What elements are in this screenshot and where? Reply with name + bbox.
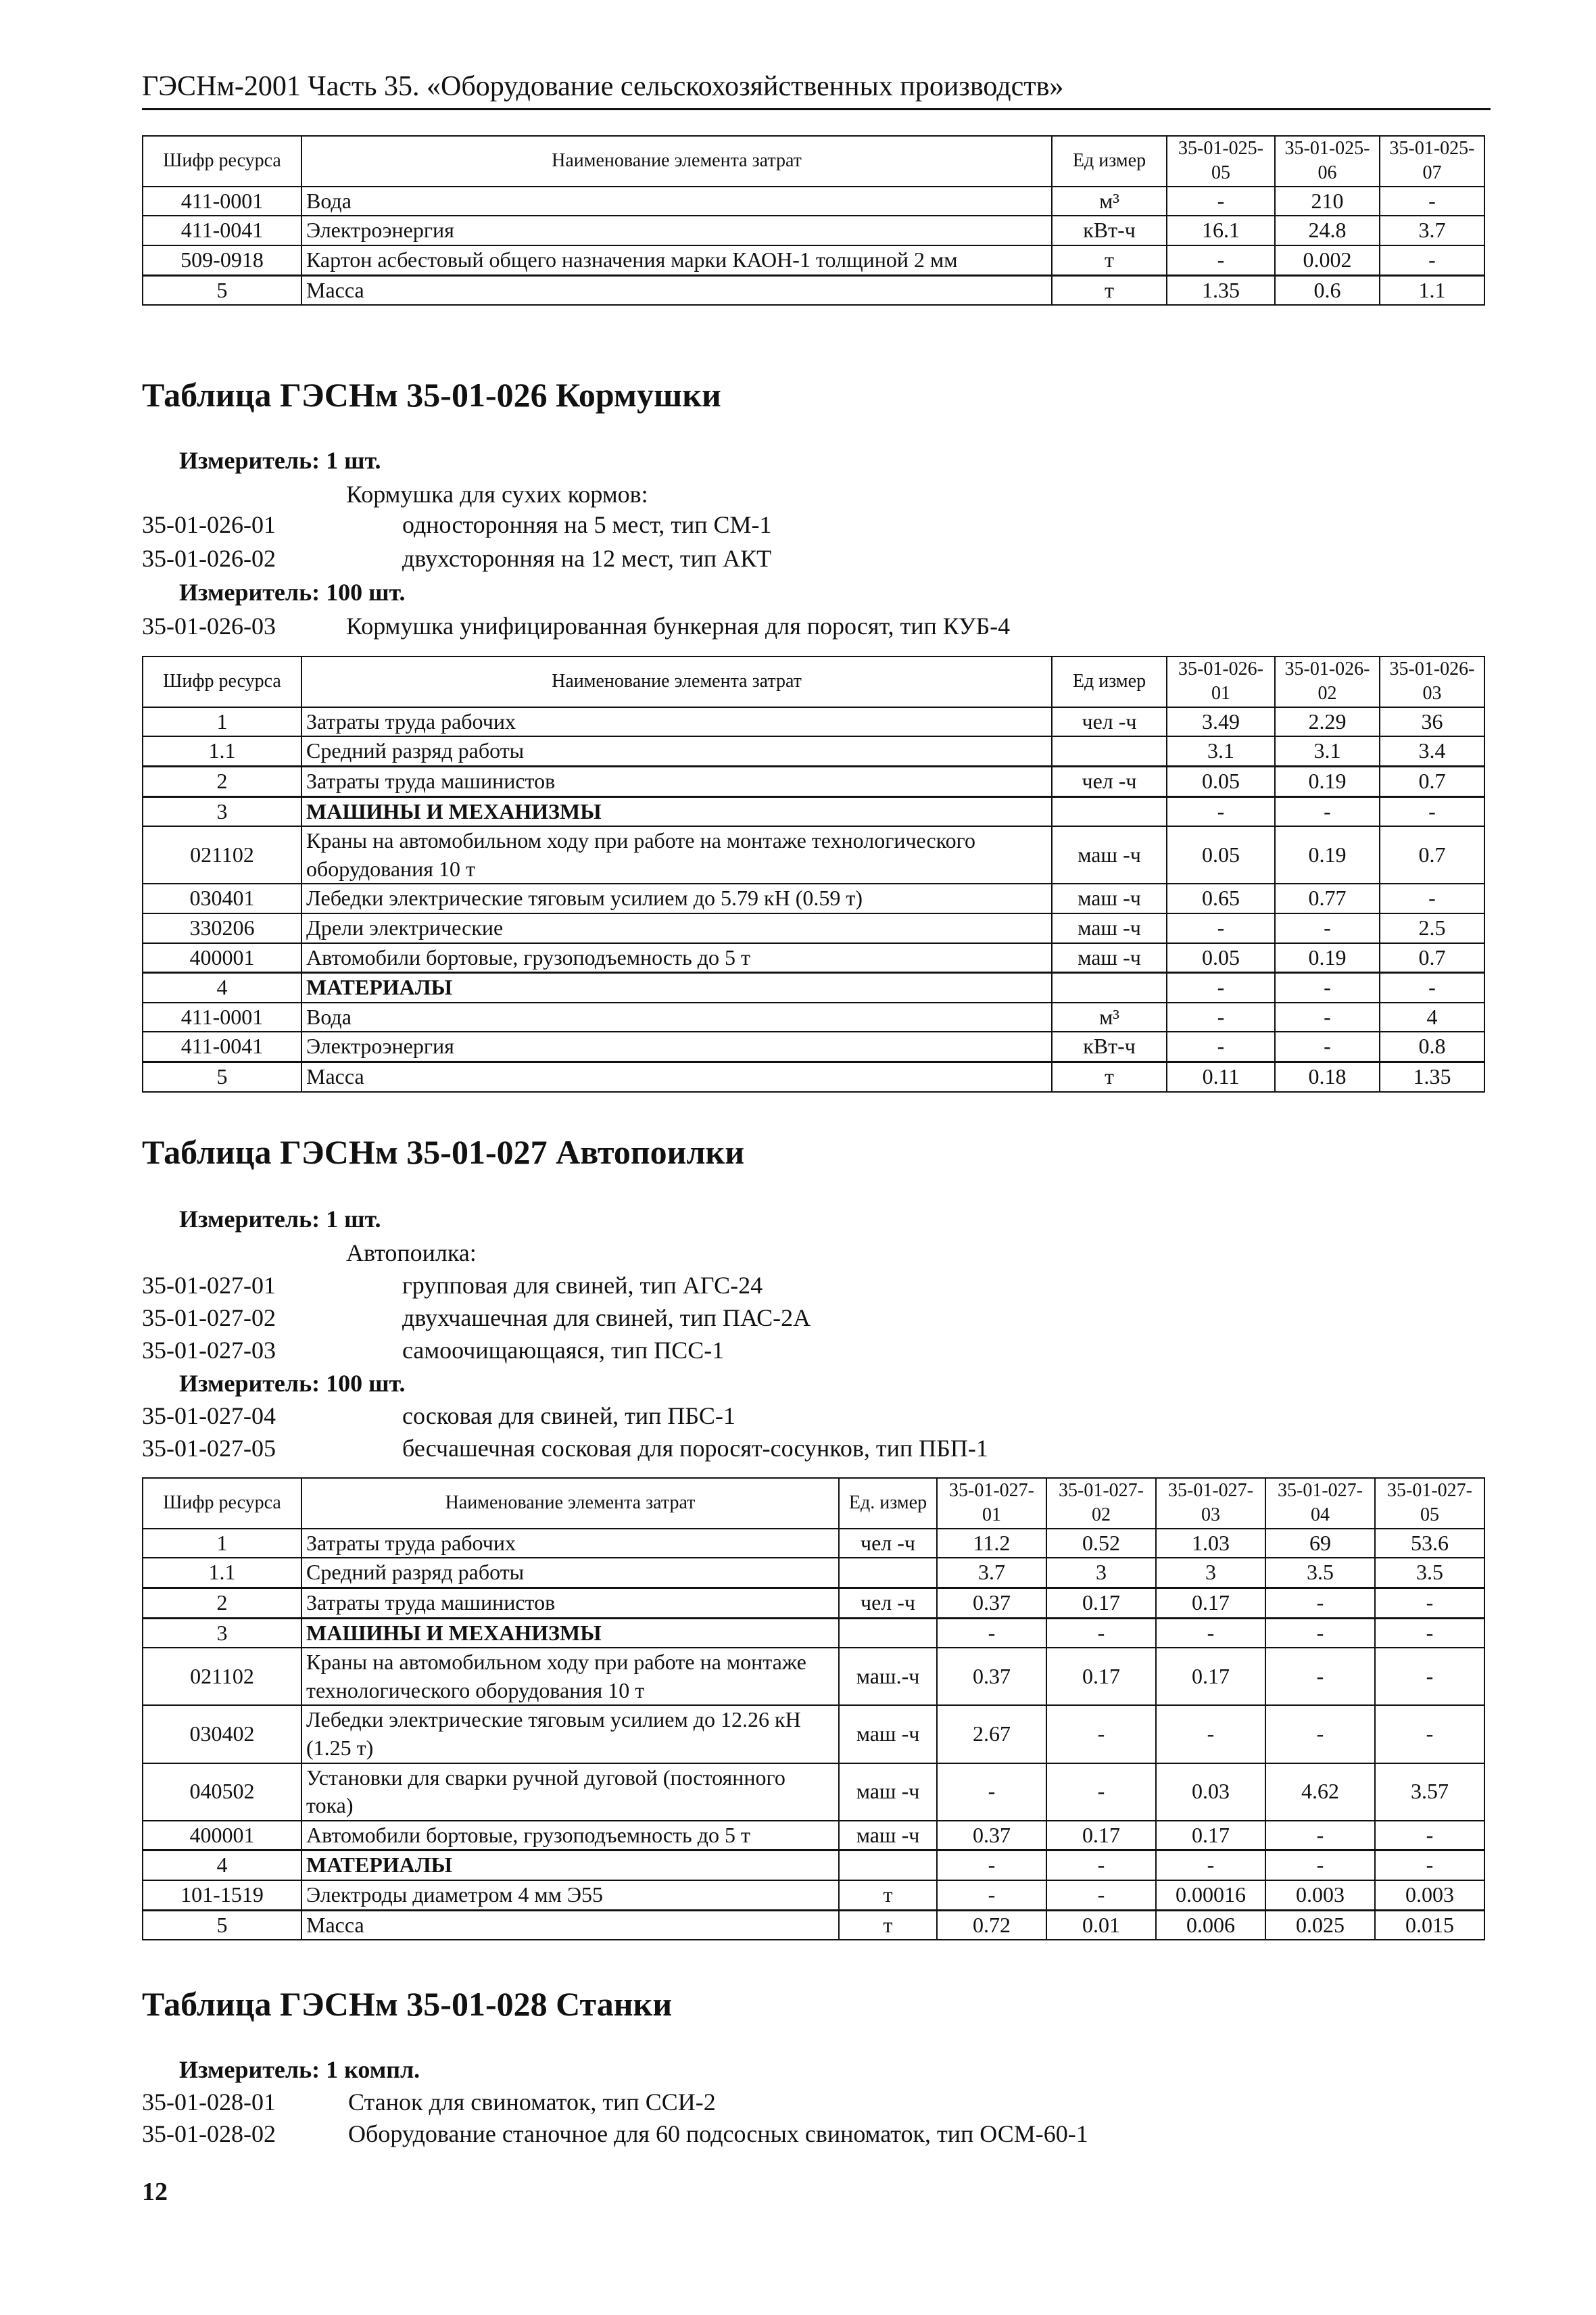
table-row — [143, 1851, 1484, 1880]
cell-cost-element-name: Средний разряд работы — [301, 1558, 839, 1588]
table-026 — [142, 656, 1485, 1093]
cell-cost-element-name: Вода — [301, 1003, 1052, 1032]
cell-rate-value: 0.17 — [1156, 1588, 1265, 1618]
col-header-code: Шифр ресурса — [143, 1478, 301, 1529]
cell-rate-value: - — [1375, 1648, 1484, 1705]
table-row — [143, 707, 1484, 737]
cell-rate-value: - — [1275, 1003, 1380, 1032]
cell-cost-element-name: МАШИНЫ И МЕХАНИЗМЫ — [301, 796, 1052, 826]
cell-rate-value: 24.8 — [1275, 216, 1380, 245]
cell-cost-element-name: Затраты труда рабочих — [301, 707, 1052, 737]
cell-rate-value: - — [1265, 1851, 1375, 1880]
col-header-unit: Ед измер — [1052, 136, 1167, 187]
measure-unit-label: Измеритель: 1 шт. — [179, 1206, 381, 1233]
cell-rate-value: 3.4 — [1380, 736, 1484, 766]
cell-rate-value: - — [1265, 1648, 1375, 1705]
item-code: 35-01-026-01 — [142, 511, 276, 538]
item-description: односторонняя на 5 мест, тип СМ-1 — [402, 511, 772, 538]
cell-rate-value: 2.29 — [1275, 707, 1380, 737]
cell-cost-element-name: Средний разряд работы — [301, 736, 1052, 766]
cell-rate-value: 0.8 — [1380, 1032, 1484, 1061]
cell-rate-value: 0.72 — [937, 1910, 1046, 1940]
table-row — [143, 943, 1484, 973]
item-code: 35-01-026-03 — [142, 613, 276, 640]
table-row — [143, 736, 1484, 766]
cell-rate-value: 0.006 — [1156, 1910, 1265, 1940]
cell-resource-code: 4 — [143, 973, 301, 1003]
cell-resource-code: 411-0001 — [143, 1003, 301, 1032]
cell-rate-value: - — [1167, 1003, 1275, 1032]
cell-cost-element-name: Электроэнергия — [301, 216, 1052, 245]
cell-rate-value: - — [1275, 796, 1380, 826]
running-header: ГЭСНм-2001 Часть 35. «Оборудование сельскохозяйственных производств» — [142, 71, 1064, 102]
cell-resource-code: 3 — [143, 796, 301, 826]
cell-rate-value: - — [1156, 1618, 1265, 1648]
cell-rate-value: - — [1167, 913, 1275, 943]
col-header-name: Наименование элемента затрат — [301, 657, 1052, 707]
cell-resource-code: 1 — [143, 1529, 301, 1558]
cell-resource-code: 1 — [143, 707, 301, 737]
item-description: двухчашечная для свиней, тип ПАС-2А — [402, 1304, 811, 1331]
table-row — [143, 1529, 1484, 1558]
cell-rate-value: 1.35 — [1380, 1061, 1484, 1091]
cell-rate-value: 0.03 — [1156, 1763, 1265, 1821]
cell-rate-value: 4.62 — [1265, 1763, 1375, 1821]
cell-resource-code: 5 — [143, 275, 301, 305]
cell-rate-value: - — [1380, 973, 1484, 1003]
cell-rate-value: 0.7 — [1380, 826, 1484, 884]
cell-resource-code: 2 — [143, 766, 301, 796]
cell-rate-value: - — [1046, 1763, 1156, 1821]
cell-rate-value: 2.5 — [1380, 913, 1484, 943]
cell-rate-value: 0.18 — [1275, 1061, 1380, 1091]
cell-cost-element-name: Картон асбестовый общего назначения марки КАОН-1 толщиной 2 мм — [301, 245, 1052, 275]
cell-unit: чел -ч — [839, 1529, 937, 1558]
table-row — [143, 1821, 1484, 1851]
cell-unit: т — [839, 1880, 937, 1910]
cell-rate-value: 0.65 — [1167, 884, 1275, 913]
cell-rate-value: 53.6 — [1375, 1529, 1484, 1558]
cell-rate-value: 3.5 — [1265, 1558, 1375, 1588]
table-row — [143, 1648, 1484, 1705]
cell-resource-code: 030401 — [143, 884, 301, 913]
cell-unit: кВт-ч — [1052, 1032, 1167, 1061]
cell-unit: м³ — [1052, 1003, 1167, 1032]
table-row — [143, 1032, 1484, 1061]
cell-rate-value: - — [1275, 1032, 1380, 1061]
cell-rate-value: - — [1380, 245, 1484, 275]
item-description: Кормушка унифицированная бункерная для поросят, тип КУБ-4 — [346, 613, 1011, 640]
cell-rate-value: 0.77 — [1275, 884, 1380, 913]
cell-rate-value: 0.003 — [1265, 1880, 1375, 1910]
col-header-rate: 35-01-026-02 — [1275, 657, 1380, 707]
cell-unit: маш.-ч — [839, 1648, 937, 1705]
table-row — [143, 1763, 1484, 1821]
col-header-code: Шифр ресурса — [143, 136, 301, 187]
cell-rate-value: - — [937, 1880, 1046, 1910]
cell-rate-value: 4 — [1380, 1003, 1484, 1032]
item-description: самоочищающаяся, тип ПСС-1 — [402, 1337, 725, 1364]
cell-rate-value: 0.19 — [1275, 943, 1380, 973]
cell-rate-value: - — [1167, 245, 1275, 275]
cell-rate-value: 0.11 — [1167, 1061, 1275, 1091]
cell-unit — [839, 1558, 937, 1588]
item-code: 35-01-027-04 — [142, 1402, 276, 1429]
cell-rate-value: 3.7 — [1380, 216, 1484, 245]
cell-unit: маш -ч — [1052, 913, 1167, 943]
cell-rate-value: 0.002 — [1275, 245, 1380, 275]
table-row — [143, 826, 1484, 884]
cell-unit — [839, 1851, 937, 1880]
cell-unit — [1052, 973, 1167, 1003]
page-number: 12 — [142, 2178, 168, 2206]
cell-rate-value: 210 — [1275, 187, 1380, 216]
cell-resource-code: 411-0041 — [143, 1032, 301, 1061]
cell-rate-value: - — [1156, 1851, 1265, 1880]
table-row — [143, 1880, 1484, 1910]
col-header-code: Шифр ресурса — [143, 657, 301, 707]
cell-rate-value: 1.35 — [1167, 275, 1275, 305]
cell-unit: маш -ч — [839, 1763, 937, 1821]
cell-rate-value: 16.1 — [1167, 216, 1275, 245]
cell-rate-value: 3.1 — [1167, 736, 1275, 766]
cell-unit: чел -ч — [1052, 707, 1167, 737]
cell-unit: т — [1052, 1061, 1167, 1091]
header-rule — [142, 108, 1491, 110]
table-row — [143, 1618, 1484, 1648]
item-description: групповая для свиней, тип АГС-24 — [402, 1272, 763, 1299]
cell-resource-code: 330206 — [143, 913, 301, 943]
col-header-name: Наименование элемента затрат — [301, 1478, 839, 1529]
cell-rate-value: 0.37 — [937, 1588, 1046, 1618]
cell-rate-value: - — [1265, 1588, 1375, 1618]
table-row — [143, 884, 1484, 913]
table-row — [143, 275, 1484, 305]
cell-unit: т — [839, 1910, 937, 1940]
cell-unit: м³ — [1052, 187, 1167, 216]
cell-cost-element-name: Установки для сварки ручной дуговой (постоянного тока) — [301, 1763, 839, 1821]
cell-rate-value: 0.01 — [1046, 1910, 1156, 1940]
cell-rate-value: - — [1046, 1705, 1156, 1763]
item-description: двухсторонняя на 12 мест, тип АКТ — [402, 545, 772, 572]
col-header-rate: 35-01-025-05 — [1167, 136, 1275, 187]
cell-rate-value: 3.7 — [937, 1558, 1046, 1588]
table-row — [143, 1910, 1484, 1940]
item-code: 35-01-027-01 — [142, 1272, 276, 1299]
table-row — [143, 1003, 1484, 1032]
cell-rate-value: 0.7 — [1380, 766, 1484, 796]
item-code: 35-01-028-01 — [142, 2089, 276, 2116]
cell-rate-value: - — [1156, 1705, 1265, 1763]
cell-resource-code: 030402 — [143, 1705, 301, 1763]
cell-rate-value: 0.015 — [1375, 1910, 1484, 1940]
cell-rate-value: 0.05 — [1167, 766, 1275, 796]
col-header-rate: 35-01-027-03 — [1156, 1478, 1265, 1529]
cell-rate-value: - — [937, 1763, 1046, 1821]
col-header-unit: Ед. измер — [839, 1478, 937, 1529]
cell-unit: маш -ч — [1052, 884, 1167, 913]
cell-rate-value: 1.03 — [1156, 1529, 1265, 1558]
cell-cost-element-name: Дрели электрические — [301, 913, 1052, 943]
cell-rate-value: 36 — [1380, 707, 1484, 737]
cell-resource-code: 021102 — [143, 1648, 301, 1705]
cell-rate-value: 0.19 — [1275, 766, 1380, 796]
cell-rate-value: 0.17 — [1046, 1648, 1156, 1705]
cell-cost-element-name: МАШИНЫ И МЕХАНИЗМЫ — [301, 1618, 839, 1648]
cell-cost-element-name: Автомобили бортовые, грузоподъемность до 5 т — [301, 1821, 839, 1851]
item-code: 35-01-027-05 — [142, 1435, 276, 1462]
cell-rate-value: 2.67 — [937, 1705, 1046, 1763]
cell-rate-value: - — [1265, 1618, 1375, 1648]
cell-rate-value: - — [1046, 1851, 1156, 1880]
cell-resource-code: 509-0918 — [143, 245, 301, 275]
cell-cost-element-name: Краны на автомобильном ходу при работе на монтаже технологического оборудования 10 т — [301, 1648, 839, 1705]
table-026-title: Таблица ГЭСНм 35-01-026 Кормушки — [142, 376, 721, 414]
cell-rate-value: - — [1167, 973, 1275, 1003]
cell-rate-value: - — [1046, 1618, 1156, 1648]
cell-rate-value: 0.6 — [1275, 275, 1380, 305]
cell-rate-value: 0.7 — [1380, 943, 1484, 973]
table-row — [143, 1588, 1484, 1618]
cell-rate-value: - — [1275, 973, 1380, 1003]
table-row — [143, 766, 1484, 796]
cell-rate-value: - — [1275, 913, 1380, 943]
cell-unit: т — [1052, 275, 1167, 305]
group-label: Кормушка для сухих кормов: — [346, 481, 648, 508]
cell-resource-code: 021102 — [143, 826, 301, 884]
item-description: Станок для свиноматок, тип ССИ-2 — [348, 2089, 716, 2116]
cell-rate-value: 0.00016 — [1156, 1880, 1265, 1910]
table-027 — [142, 1477, 1485, 1940]
cell-resource-code: 5 — [143, 1061, 301, 1091]
cell-cost-element-name: Масса — [301, 275, 1052, 305]
group-label: Автопоилка: — [346, 1239, 477, 1266]
cell-resource-code: 1.1 — [143, 1558, 301, 1588]
cell-unit: т — [1052, 245, 1167, 275]
table-row — [143, 187, 1484, 216]
cell-cost-element-name: Затраты труда машинистов — [301, 1588, 839, 1618]
measure-unit-label: Измеритель: 100 шт. — [179, 1370, 406, 1397]
measure-unit-label: Измеритель: 1 компл. — [179, 2056, 420, 2083]
cell-rate-value: 3.1 — [1275, 736, 1380, 766]
item-description: бесчашечная сосковая для поросят-сосунков, тип ПБП-1 — [402, 1435, 988, 1462]
cell-rate-value: 1.1 — [1380, 275, 1484, 305]
table-025 — [142, 135, 1485, 306]
cell-rate-value: - — [1375, 1821, 1484, 1851]
cell-cost-element-name: МАТЕРИАЛЫ — [301, 1851, 839, 1880]
table-row — [143, 1061, 1484, 1091]
cell-rate-value: - — [1375, 1851, 1484, 1880]
cell-resource-code: 4 — [143, 1851, 301, 1880]
cell-rate-value: - — [1380, 187, 1484, 216]
cell-rate-value: 3 — [1156, 1558, 1265, 1588]
cell-rate-value: 3.57 — [1375, 1763, 1484, 1821]
cell-unit: маш -ч — [839, 1705, 937, 1763]
cell-unit: чел -ч — [839, 1588, 937, 1618]
cell-rate-value: - — [1167, 796, 1275, 826]
item-code: 35-01-027-03 — [142, 1337, 276, 1364]
cell-resource-code: 411-0041 — [143, 216, 301, 245]
cell-unit — [839, 1618, 937, 1648]
col-header-name: Наименование элемента затрат — [301, 136, 1052, 187]
col-header-rate: 35-01-027-04 — [1265, 1478, 1375, 1529]
cell-rate-value: 0.19 — [1275, 826, 1380, 884]
cell-unit — [1052, 736, 1167, 766]
item-code: 35-01-028-02 — [142, 2120, 276, 2147]
col-header-rate: 35-01-027-01 — [937, 1478, 1046, 1529]
cell-resource-code: 101-1519 — [143, 1880, 301, 1910]
col-header-rate: 35-01-027-02 — [1046, 1478, 1156, 1529]
cell-cost-element-name: Электроды диаметром 4 мм Э55 — [301, 1880, 839, 1910]
cell-rate-value: 0.17 — [1156, 1648, 1265, 1705]
cell-resource-code: 3 — [143, 1618, 301, 1648]
cell-unit: чел -ч — [1052, 766, 1167, 796]
cell-unit: маш -ч — [839, 1821, 937, 1851]
cell-rate-value: 0.17 — [1046, 1588, 1156, 1618]
cell-rate-value: - — [1167, 1032, 1275, 1061]
cell-rate-value: 0.05 — [1167, 826, 1275, 884]
cell-rate-value: - — [1380, 884, 1484, 913]
cell-rate-value: 0.37 — [937, 1821, 1046, 1851]
cell-rate-value: 0.37 — [937, 1648, 1046, 1705]
cell-rate-value: - — [1375, 1588, 1484, 1618]
cell-unit: кВт-ч — [1052, 216, 1167, 245]
cell-rate-value: 0.003 — [1375, 1880, 1484, 1910]
cell-cost-element-name: Лебедки электрические тяговым усилием до 12.26 кН (1.25 т) — [301, 1705, 839, 1763]
cell-cost-element-name: Затраты труда рабочих — [301, 1529, 839, 1558]
cell-rate-value: - — [937, 1618, 1046, 1648]
col-header-rate: 35-01-027-05 — [1375, 1478, 1484, 1529]
cell-rate-value: 69 — [1265, 1529, 1375, 1558]
table-row — [143, 1558, 1484, 1588]
cell-cost-element-name: Масса — [301, 1061, 1052, 1091]
col-header-rate: 35-01-025-07 — [1380, 136, 1484, 187]
col-header-unit: Ед измер — [1052, 657, 1167, 707]
col-header-rate: 35-01-025-06 — [1275, 136, 1380, 187]
cell-cost-element-name: Краны на автомобильном ходу при работе на монтаже технологического оборудования 10 т — [301, 826, 1052, 884]
cell-cost-element-name: Электроэнергия — [301, 1032, 1052, 1061]
cell-rate-value: 0.05 — [1167, 943, 1275, 973]
table-row — [143, 1705, 1484, 1763]
cell-unit: маш -ч — [1052, 826, 1167, 884]
table-row — [143, 913, 1484, 943]
cell-cost-element-name: Лебедки электрические тяговым усилием до 5.79 кН (0.59 т) — [301, 884, 1052, 913]
cell-resource-code: 040502 — [143, 1763, 301, 1821]
col-header-rate: 35-01-026-01 — [1167, 657, 1275, 707]
cell-rate-value: 0.17 — [1046, 1821, 1156, 1851]
cell-cost-element-name: Затраты труда машинистов — [301, 766, 1052, 796]
cell-cost-element-name: Вода — [301, 187, 1052, 216]
cell-rate-value: - — [1167, 187, 1275, 216]
cell-rate-value: 0.025 — [1265, 1910, 1375, 1940]
cell-rate-value: 3.49 — [1167, 707, 1275, 737]
table-row — [143, 796, 1484, 826]
item-code: 35-01-026-02 — [142, 545, 276, 572]
cell-rate-value: - — [1375, 1618, 1484, 1648]
table-row — [143, 216, 1484, 245]
cell-cost-element-name: Автомобили бортовые, грузоподъемность до 5 т — [301, 943, 1052, 973]
cell-rate-value: - — [1046, 1880, 1156, 1910]
cell-unit: маш -ч — [1052, 943, 1167, 973]
cell-rate-value: - — [1380, 796, 1484, 826]
item-code: 35-01-027-02 — [142, 1304, 276, 1331]
cell-rate-value: 11.2 — [937, 1529, 1046, 1558]
cell-cost-element-name: Масса — [301, 1910, 839, 1940]
measure-unit-label: Измеритель: 1 шт. — [179, 447, 381, 474]
table-row — [143, 245, 1484, 275]
cell-rate-value: - — [1265, 1705, 1375, 1763]
table-027-title: Таблица ГЭСНм 35-01-027 Автопоилки — [142, 1133, 745, 1171]
cell-resource-code: 2 — [143, 1588, 301, 1618]
cell-rate-value: 0.17 — [1156, 1821, 1265, 1851]
table-row — [143, 973, 1484, 1003]
col-header-rate: 35-01-026-03 — [1380, 657, 1484, 707]
cell-rate-value: - — [1265, 1821, 1375, 1851]
item-description: сосковая для свиней, тип ПБС-1 — [402, 1402, 735, 1429]
cell-resource-code: 411-0001 — [143, 187, 301, 216]
measure-unit-label: Измеритель: 100 шт. — [179, 579, 406, 606]
cell-resource-code: 400001 — [143, 1821, 301, 1851]
cell-unit — [1052, 796, 1167, 826]
cell-rate-value: - — [1375, 1705, 1484, 1763]
item-description: Оборудование станочное для 60 подсосных свиноматок, тип ОСМ-60-1 — [348, 2120, 1088, 2147]
cell-resource-code: 5 — [143, 1910, 301, 1940]
cell-resource-code: 400001 — [143, 943, 301, 973]
cell-cost-element-name: МАТЕРИАЛЫ — [301, 973, 1052, 1003]
cell-rate-value: 3 — [1046, 1558, 1156, 1588]
cell-rate-value: 3.5 — [1375, 1558, 1484, 1588]
cell-resource-code: 1.1 — [143, 736, 301, 766]
cell-rate-value: - — [937, 1851, 1046, 1880]
cell-rate-value: 0.52 — [1046, 1529, 1156, 1558]
table-028-title: Таблица ГЭСНм 35-01-028 Станки — [142, 1985, 673, 2023]
